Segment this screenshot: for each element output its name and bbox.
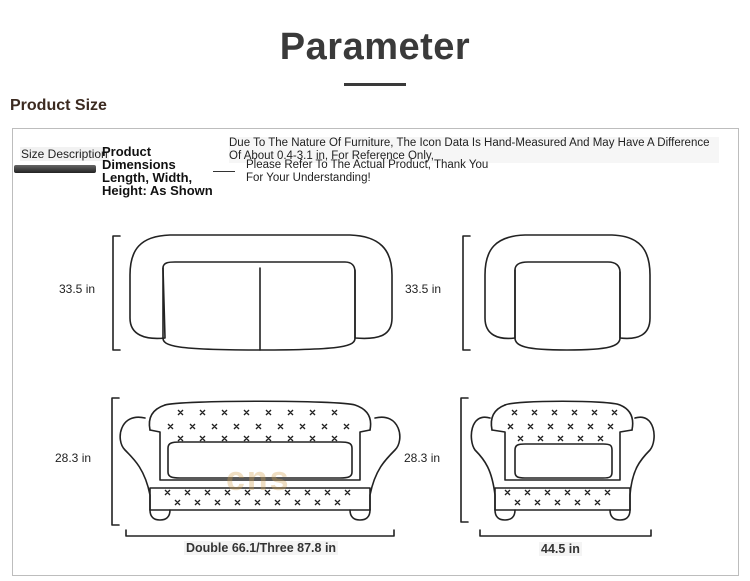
section-title: Product Size <box>10 97 107 114</box>
chair-width-line <box>480 530 651 536</box>
chair-front-height-label: 28.3 in <box>404 451 441 465</box>
sofa-width-label: Double 66.1/Three 87.8 in <box>186 541 337 555</box>
sofa-width-line <box>126 530 394 536</box>
page-title: Parameter <box>279 26 471 68</box>
chair-top-view <box>463 235 650 350</box>
sofa-top-depth-label: 33.5 in <box>59 282 96 296</box>
sofa-top-view <box>113 235 392 350</box>
note-line-2: Please Refer To The Actual Product, Thank You For Your Understanding! <box>246 159 489 184</box>
watermark-logo: cns <box>226 460 291 498</box>
chair-top-depth-label: 33.5 in <box>405 282 442 296</box>
chair-width-label: 44.5 in <box>541 542 580 556</box>
note-line-1: Due To The Nature Of Furniture, The Icon Data Is Hand-Measured And May Have A Difference Of About 0.4-3.1 in, For Reference Only, <box>229 137 719 163</box>
size-description-label: Size Description <box>21 147 108 161</box>
sofa-front-height-label: 28.3 in <box>55 451 92 465</box>
product-dimensions-text: Product Dimensions Length, Width, Height: As Shown <box>102 144 213 198</box>
